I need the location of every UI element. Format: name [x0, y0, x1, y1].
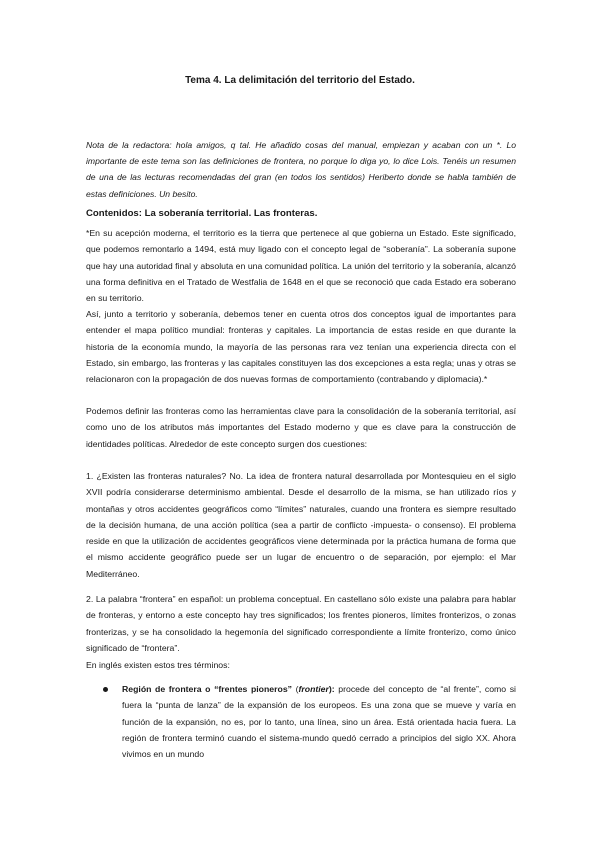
term-paren-open: ( — [292, 684, 299, 694]
term-region: Región de frontera o — [122, 684, 215, 694]
editor-note: Nota de la redactora: hola amigos, q tal. He añadido cosas del manual, empiezan y acaban con un *. Lo importante de este tema son las definiciones de frontera, no porque lo diga yo, lo dice Lois. Tenéis un resumen de una de las lecturas recomendadas del gran (en todos los sentidos) Heriberto donde se habla también de estas definiciones. Un besito. — [86, 140, 516, 199]
document-title: Tema 4. La delimitación del territorio del Estado. — [185, 75, 415, 86]
term-frentes: “frentes pioneros” — [214, 684, 292, 694]
contents-heading: Contenidos: La soberanía territorial. Las fronteras. — [86, 208, 318, 219]
term-paren-close: ): — [328, 684, 335, 694]
paragraph-definition: Podemos definir las fronteras como las herramientas clave para la consolidación de la soberanía territorial, así como uno de los atributos más importantes del Estado moderno y que es clave para la construcción de identidades políticas. Alrededor de este concepto surgen dos cuestiones: — [86, 406, 516, 449]
paragraph-territory: *En su acepción moderna, el territorio es la tierra que pertenece al que gobierna un Estado. Este significado, que podemos remontarlo a 1494, está muy ligado con el concepto legal de “soberanía”. La soberanía supone que hay una autoridad final y absoluta en una comunidad política. La unión del territorio y la soberanía, alcanzó una forma definitiva en el Tratado de Westfalia de 1648 en el que se reconoció que cada Estado era soberano en su territorio. — [86, 228, 516, 304]
bullet-text — [122, 681, 516, 762]
paragraph-frontera-spanish: 2. La palabra “frontera” en español: un problema conceptual. En castellano sólo existe una palabra para hablar de fronteras, y entorno a este concepto hay tres significados; los frentes pioneros, límites fronterizos, o zonas fronterizas, y se ha consolidado la hegemonía del significado correspondiente a límite fronterizo, como único significado de “frontera”. — [86, 594, 516, 653]
terms-list — [86, 681, 516, 762]
paragraph-natural-borders: 1. ¿Existen las fronteras naturales? No. La idea de frontera natural desarrollada por Montesquieu en el siglo XVII podría considerarse determinismo ambiental. Desde el desarrollo de la misma, se han utilizado ríos y montañas y otros accidentes geográficos como “límites” naturales, cuando una frontera es siempre resultado de la decisión humana, de una acción política (sea a partir de conflicto -impuesta- o consenso). El problema reside en que la utilización de accidentes geográficos viene determinada por la práctica humana de forma que el mismo accidente geográfico puede ser un lugar de encuentro o de separación, por ejemplo: el Mar Mediterráneo. — [86, 471, 516, 579]
bullet-description: procede del concepto de “al frente”, como si fuera la “punta de lanza” de la expansión de los europeos. Es una zona que se mueve y varía en función de la expansión, no es, por lo tanto, una línea, sino un área. Está orientada hacia fuera. La región de frontera terminó cuando el sistema-mundo quedó cerrado a principios del siglo XX. Ahora vivimos en un mundo — [122, 684, 516, 760]
term-frontier: frontier — [298, 684, 329, 694]
paragraph-borders-capitals: Así, junto a territorio y soberanía, debemos tener en cuenta otros dos conceptos igual de importantes para entender el mapa político mundial: fronteras y capitales. La importancia de estas reside en que durante la historia de la economía mundo, la mayoría de las personas rara vez tenían una experiencia directa con el Estado, sin embargo, las fronteras y las capitales constituyen las dos excepciones a esta regla; unas y otras se relacionaron con la propagación de dos nuevas formas de comportamiento (contrabando y diplomacia).* — [86, 309, 516, 385]
bullet-icon — [103, 687, 108, 692]
paragraph-english-terms: En inglés existen estos tres términos: — [86, 660, 230, 670]
list-item — [86, 681, 516, 762]
